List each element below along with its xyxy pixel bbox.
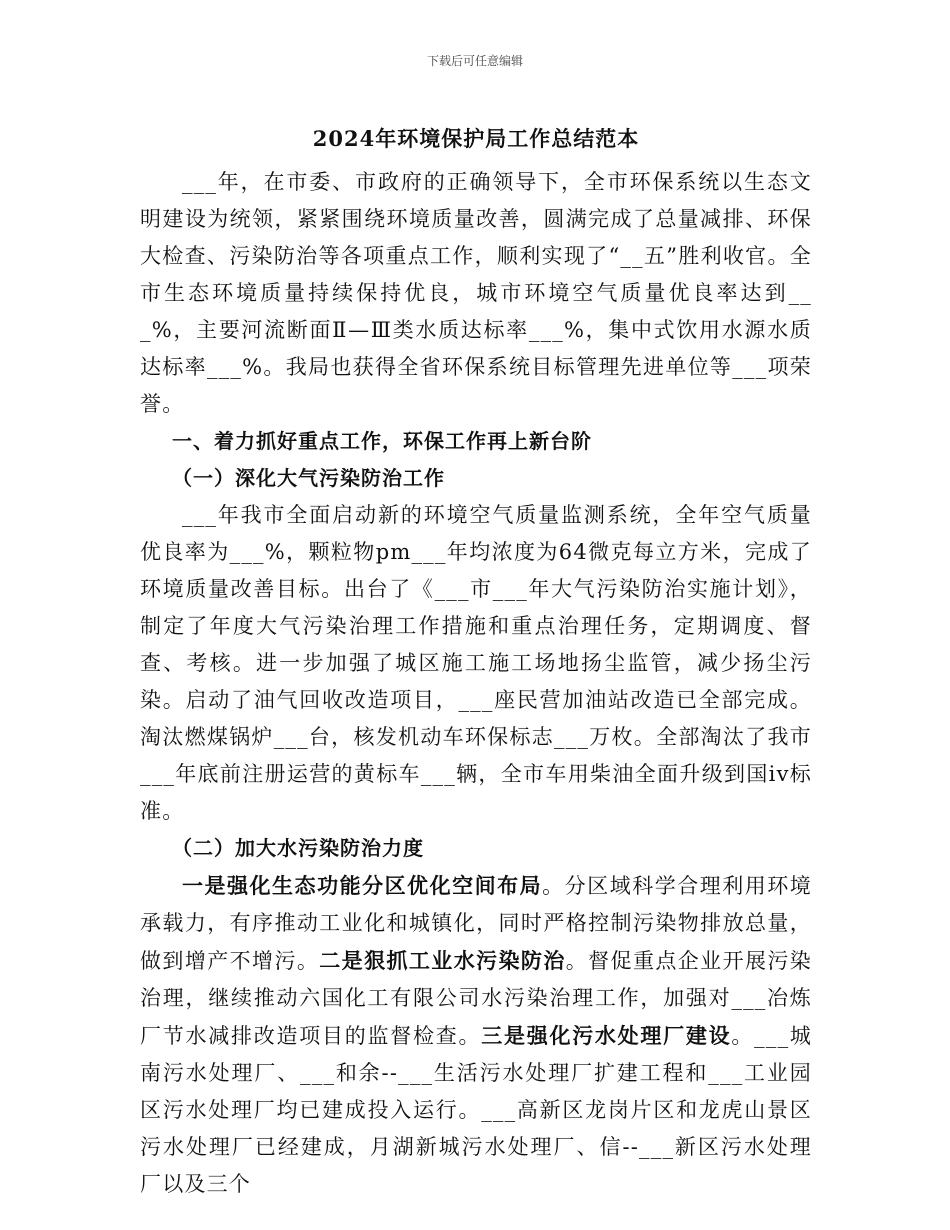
section-heading-1: 一、着力抓好重点工作，环保工作再上新台阶: [172, 429, 592, 453]
document-title: 2024年环境保护局工作总结范本: [312, 126, 640, 151]
intro-paragraph: ___年，在市委、市政府的正确领导下，全市环保系统以生态文明建设为统领，紧紧围绕环境质量改善，圆满完成了总量减排、环保大检查、污染防治等各项重点工作，顺利实现了“__五”胜利收官。全市生态环境质量持续保持优良，城市环境空气质量优良率达到___%，主要河流断面Ⅱ—Ⅲ类水质达标率___%，集中式饮用水源水质达标率___%。我局也获得全省环保系统目标管理先进单位等___项荣誉。: [140, 170, 812, 416]
water-text-2: 。督促重点企业开展污染治理，继续推动六国化工有限公司水污染治理工作，加强对___冶炼厂节水减排改造项目的监督检查。: [140, 949, 812, 1048]
sub-heading-water-pollution: （二）加大水污染防治力度: [172, 836, 424, 860]
air-pollution-paragraph: ___年我市全面启动新的环境空气质量监测系统，全年空气质量优良率为___%，颗粒物pm___年均浓度为64微克每立方米，完成了环境质量改善目标。出台了《___市___年大气污染防治实施计划》，制定了年度大气污染治理工作措施和重点治理任务，定期调度、督查、考核。进一步加强了城区施工施工场地扬尘监管，减少扬尘污染。启动了油气回收改造项目，___座民营加油站改造已全部完成。淘汰燃煤锅炉___台，核发机动车环保标志___万枚。全部淘汰了我市___年底前注册运营的黄标车___辆，全市车用柴油全面升级到国iv标准。: [140, 503, 812, 823]
lead-phrase-3: 三是强化污水处理厂建设: [481, 1023, 732, 1048]
water-text-1: 。分区域科学合理利用环境承载力，有序推动工业化和城镇化，同时严格控制污染物排放总量，做到增产不增污。: [140, 874, 812, 973]
sub-heading-air-pollution: （一）深化大气污染防治工作: [172, 466, 445, 490]
lead-phrase-2: 二是狠抓工业水污染防治: [319, 948, 566, 973]
lead-phrase-1: 一是强化生态功能分区优化空间布局: [182, 873, 543, 898]
water-text-3: 。___城南污水处理厂、___和余--___生活污水处理厂扩建工程和___工业园区污水处理厂均已建成投入运行。___高新区龙岗片区和龙虎山景区污水处理厂已经建成，月湖新城污水处理厂、信--___新区污水处理厂以及三个: [140, 1024, 813, 1196]
water-pollution-paragraph: [140, 867, 812, 1203]
document-body: [140, 118, 812, 1203]
header-note: 下载后可任意编辑: [426, 54, 523, 68]
